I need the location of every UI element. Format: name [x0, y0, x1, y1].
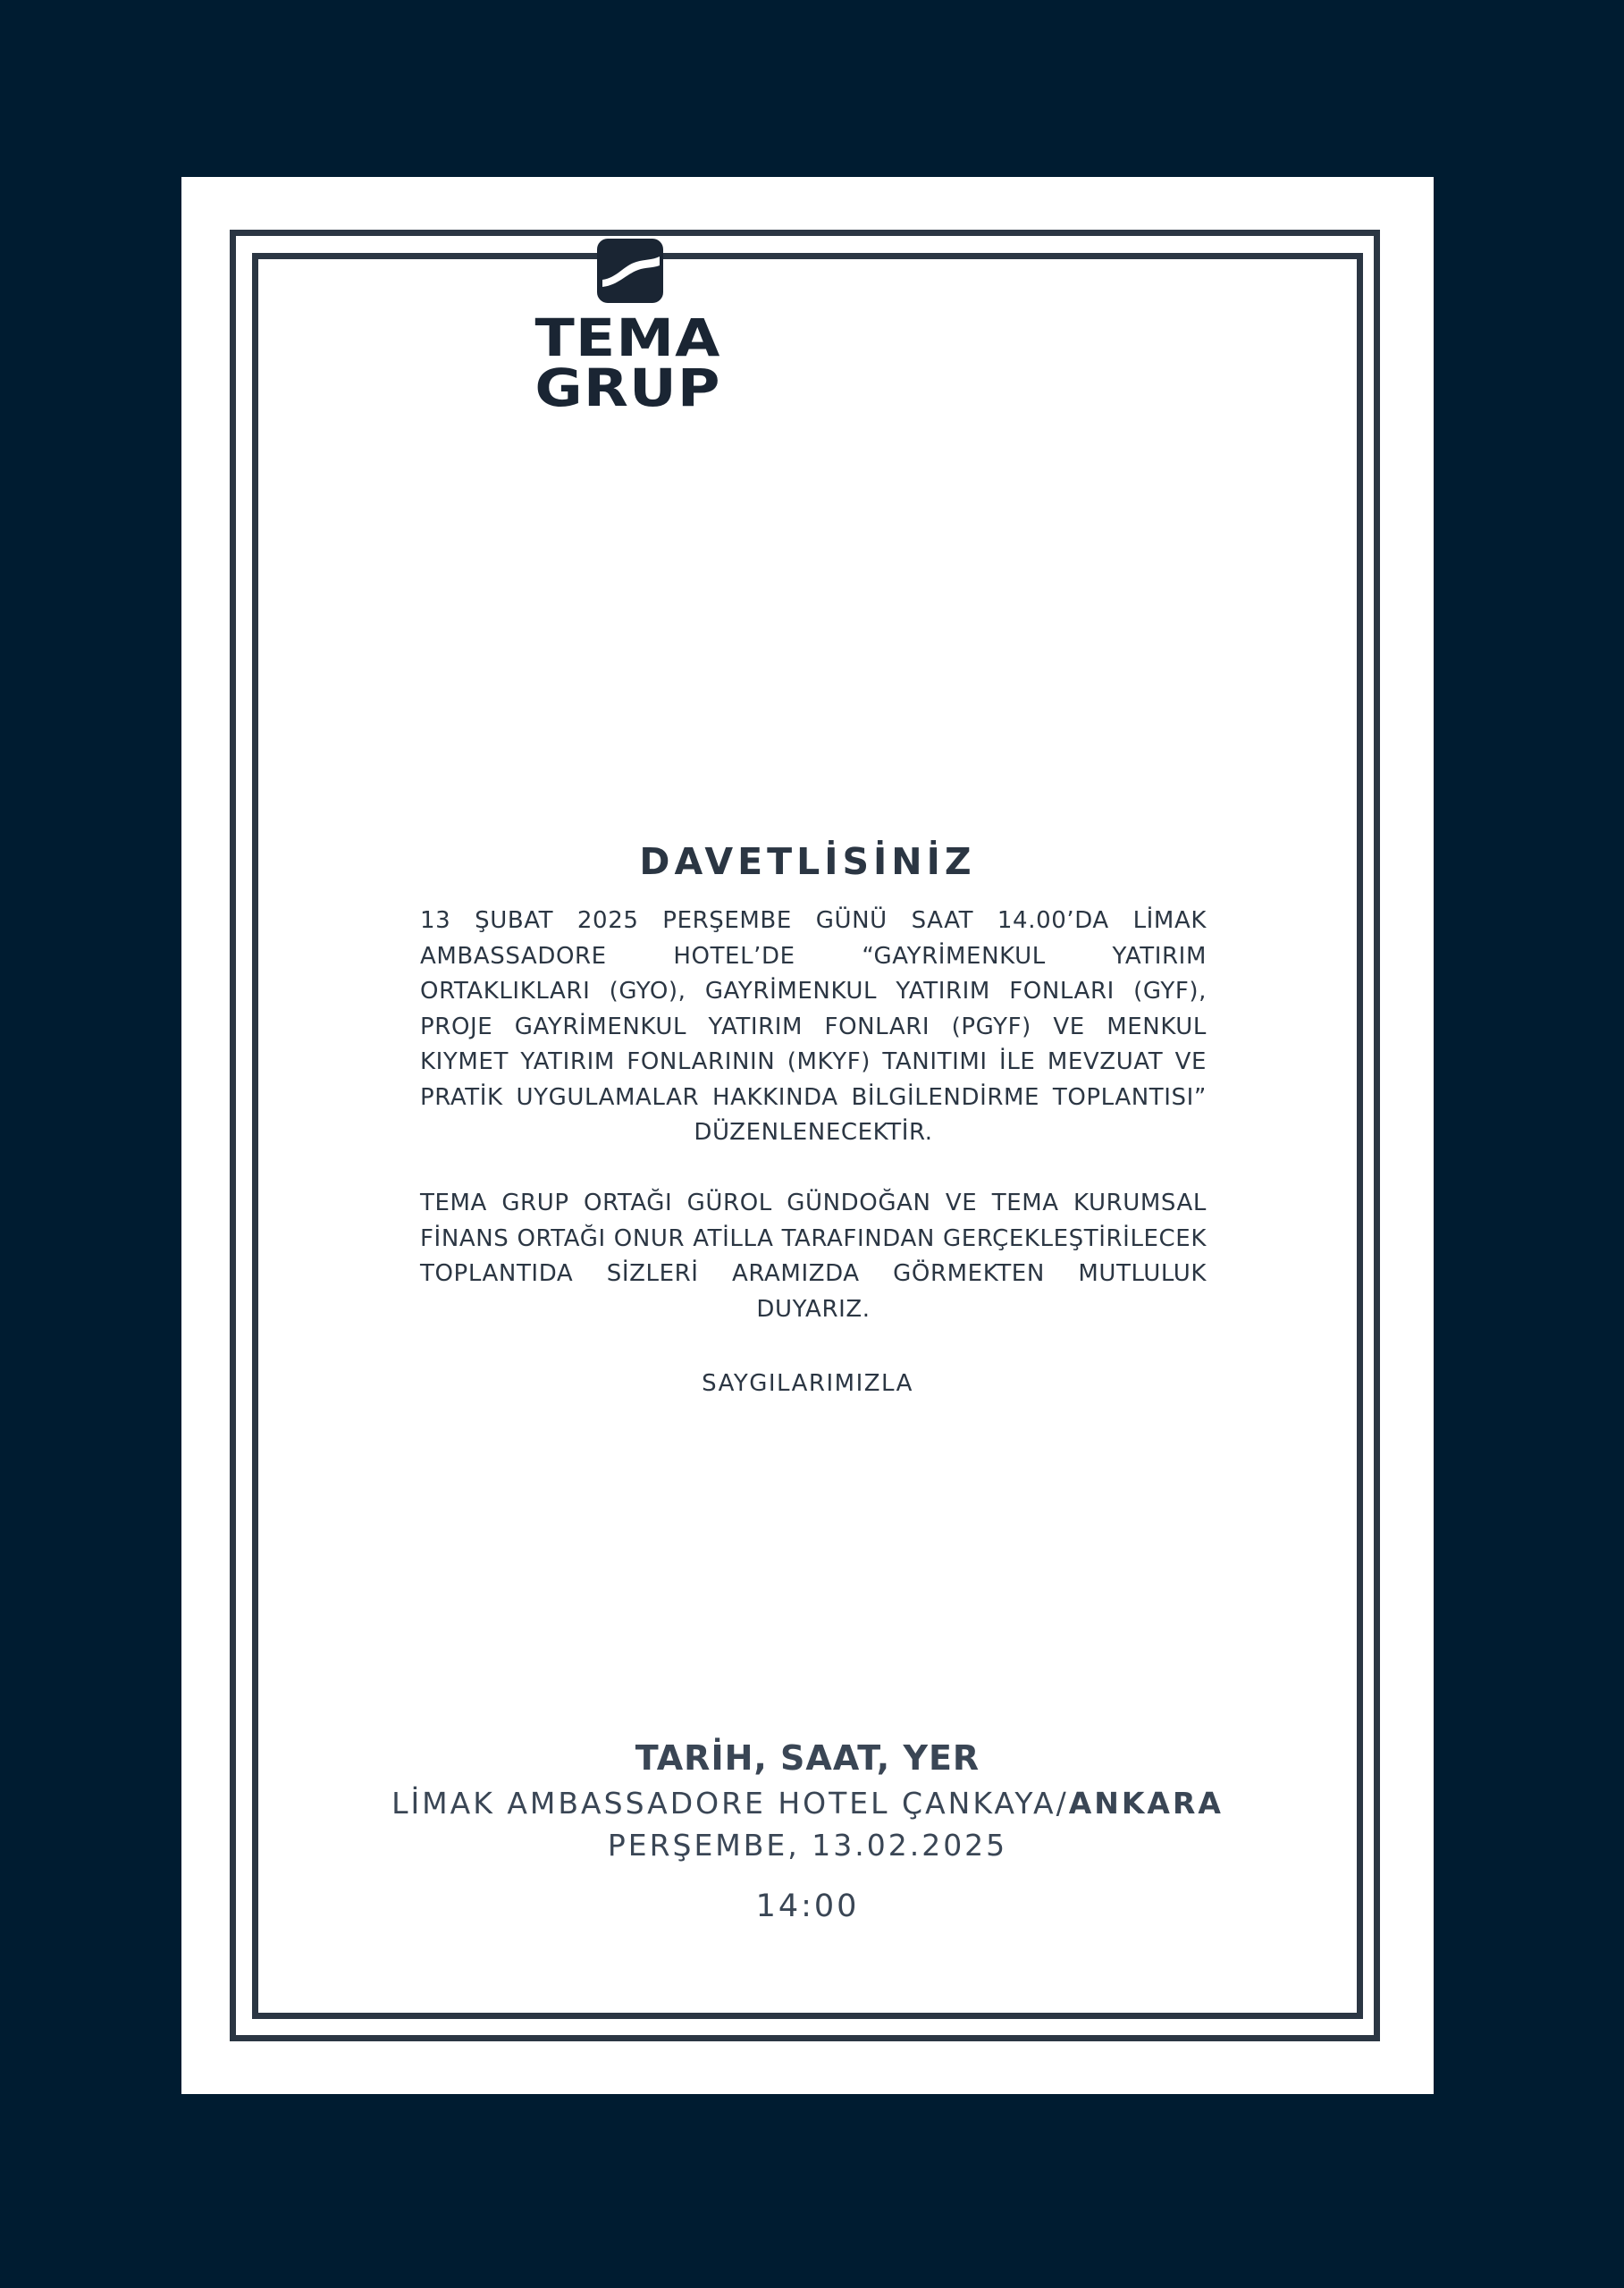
invitation-heading: DAVETLİSİNİZ	[639, 840, 976, 883]
event-time: 14:00	[755, 1888, 860, 1924]
invitation-paragraph-1: 13 ŞUBAT 2025 PERŞEMBE GÜNÜ SAAT 14.00’DA LİMAK AMBASSADORE HOTEL’DE “GAYRİMENKUL YATIRIM ORTAKLIKLARI (GYO), GAYRİMENKUL YATIRIM FONLARI (GYF), PROJE GAYRİMENKUL YATIRIM FONLARI (PGYF) VE MENKUL KIYMET YATIRIM FONLARININ (MKYF) TANITIMI İLE MEVZUAT VE PRATİK UYGULAMALAR HAKKINDA BİLGİLENDİRME TOPLANTISI” DÜZENLENECEKTİR.	[420, 907, 1207, 1146]
invitation-paragraph-2: TEMA GRUP ORTAĞI GÜROL GÜNDOĞAN VE TEMA KURUMSAL FİNANS ORTAĞI ONUR ATİLLA TARAFINDAN GERÇEKLEŞTİRİLECEK TOPLANTIDA SİZLERİ ARAMIZDA GÖRMEKTEN MUTLULUK DUYARIZ.	[420, 1190, 1207, 1323]
signoff: SAYGILARIMIZLA	[702, 1370, 913, 1397]
venue-name: LİMAK AMBASSADORE HOTEL ÇANKAYA/	[391, 1786, 1069, 1821]
venue-city: ANKARA	[1068, 1786, 1224, 1821]
event-date: PERŞEMBE, 13.02.2025	[607, 1828, 1008, 1863]
details-title: TARİH, SAAT, YER	[635, 1738, 980, 1778]
logo-text-grup: GRUP	[534, 358, 721, 418]
tema-grup-logo	[509, 239, 746, 417]
logo-mark-icon	[597, 239, 663, 303]
logo-text-tema: TEMA	[534, 307, 721, 368]
venue-line	[181, 1786, 1434, 1821]
